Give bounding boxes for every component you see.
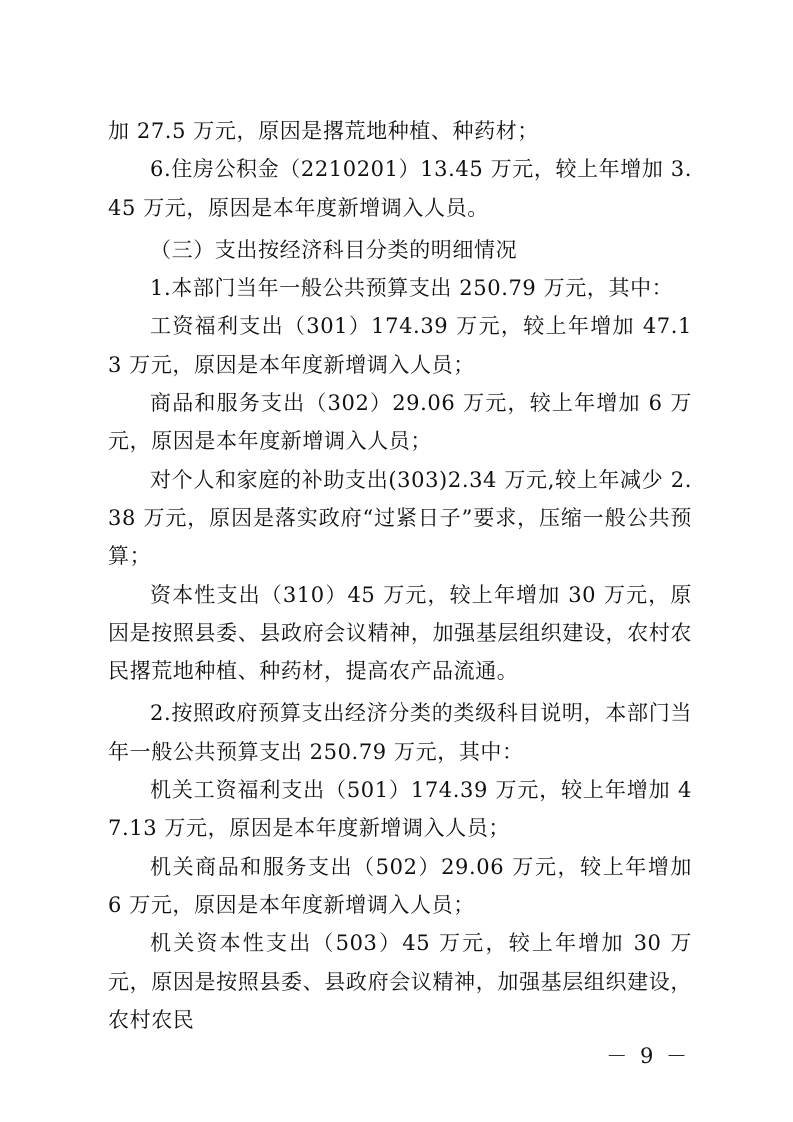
paragraph-capital-expenditure: 资本性支出（310）45 万元，较上年增加 30 万元，原因是按照县委、县政府会议精神，加强基层组织建设，农村农民撂荒地种植、种药材，提高农产品流通。 bbox=[108, 582, 692, 684]
paragraph-continuation: 加 27.5 万元，原因是撂荒地种植、种药材； bbox=[108, 119, 539, 143]
section-heading-economic-classification: （三）支出按经济科目分类的明细情况 bbox=[150, 237, 518, 262]
paragraph-agency-wage-welfare: 机关工资福利支出（501）174.39 万元，较上年增加 47.13 万元，原因是本年度新增调入人员； bbox=[108, 778, 692, 841]
paragraph-housing-fund: 6.住房公积金（2210201）13.45 万元，较上年增加 3.45 万元，原因是本年度新增调入人员。 bbox=[108, 157, 692, 220]
paragraph-wage-welfare: 工资福利支出（301）174.39 万元，较上年增加 47.13 万元，原因是本年度新增调入人员； bbox=[108, 314, 692, 377]
paragraph-agency-goods-services: 机关商品和服务支出（502）29.06 万元，较上年增加 6 万元，原因是本年度新增调入人员； bbox=[108, 854, 692, 917]
paragraph-government-classification: 2.按照政府预算支出经济分类的类级科目说明，本部门当年一般公共预算支出 250.79 万元，其中： bbox=[108, 701, 692, 764]
paragraph-general-budget-total: 1.本部门当年一般公共预算支出 250.79 万元，其中： bbox=[150, 276, 674, 301]
document-body bbox=[108, 112, 692, 1039]
page-number: － 9 － bbox=[606, 1044, 690, 1068]
paragraph-agency-capital: 机关资本性支出（503）45 万元，较上年增加 30 万元，原因是按照县委、县政府会议精神，加强基层组织建设，农村农民 bbox=[108, 931, 692, 1032]
paragraph-household-subsidy: 对个人和家庭的补助支出(303)2.34 万元,较上年减少 2.38 万元，原因是落实政府“过紧日子”要求，压缩一般公共预算； bbox=[108, 467, 692, 569]
paragraph-goods-services: 商品和服务支出（302）29.06 万元，较上年增加 6 万元，原因是本年度新增调入人员； bbox=[108, 391, 692, 454]
